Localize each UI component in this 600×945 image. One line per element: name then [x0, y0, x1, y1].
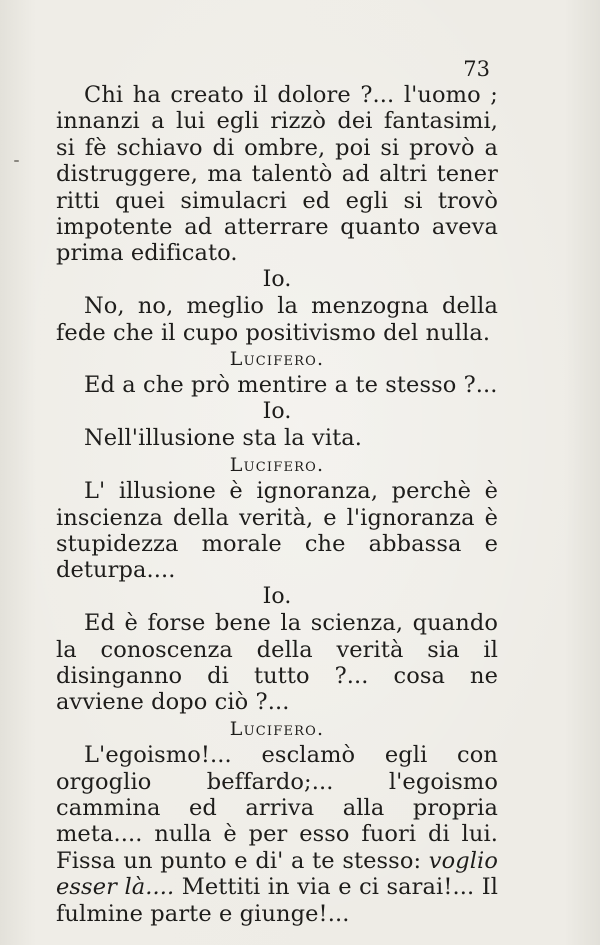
speaker-lucifero: Lucifero.: [229, 453, 325, 476]
speck-mark: [14, 160, 19, 162]
paragraph-1: Chi ha creato il dolore ?... l'uomo ; innanzi a lui egli rizzò dei fantasimi, si fè schiavo di ombre, poi si provò a distruggere, ma talentò ad altri tener ritti quei simulacri ed egli si trovò impotente ad atterrare quanto aveva prima edificato.: [56, 82, 498, 267]
speaker-lucifero: Lucifero.: [229, 717, 325, 740]
paragraph-7-italic: voglio esser là....: [56, 847, 498, 901]
speaker-io: Io.: [262, 583, 292, 609]
paragraph-3: Ed a che prò mentire a te stesso ?...: [84, 372, 498, 399]
speaker-io: Io.: [262, 266, 292, 292]
paragraph-5: L' illusione è ignoranza, perchè è inscienza della verità, e l'ignoranza è stupidezza morale che abbassa e deturpa....: [56, 478, 498, 584]
paragraph-7-text-after: Mettiti in via e ci sarai!... Il fulmine parte e giunge!...: [56, 874, 498, 927]
paragraph-2: No, no, meglio la menzogna della fede che il cupo positivismo del nulla.: [56, 293, 498, 346]
paragraph-7: [56, 742, 498, 927]
page-number: 73: [463, 57, 490, 81]
paragraph-7-text-before: L'egoismo!... esclamò egli con orgoglio beffardo;... l'egoismo cammina ed arriva alla propria meta.... nulla è per esso fuori di lui. Fissa un punto e di' a te stesso:: [56, 742, 498, 874]
page-body: [56, 82, 498, 927]
speaker-lucifero: Lucifero.: [229, 348, 325, 371]
speaker-io: Io.: [262, 398, 292, 424]
paragraph-6: Ed è forse bene la scienza, quando la conoscenza della verità sia il disinganno di tutto ?... cosa ne avviene dopo ciò ?...: [56, 610, 498, 716]
paragraph-4: Nell'illusione sta la vita.: [84, 425, 363, 452]
